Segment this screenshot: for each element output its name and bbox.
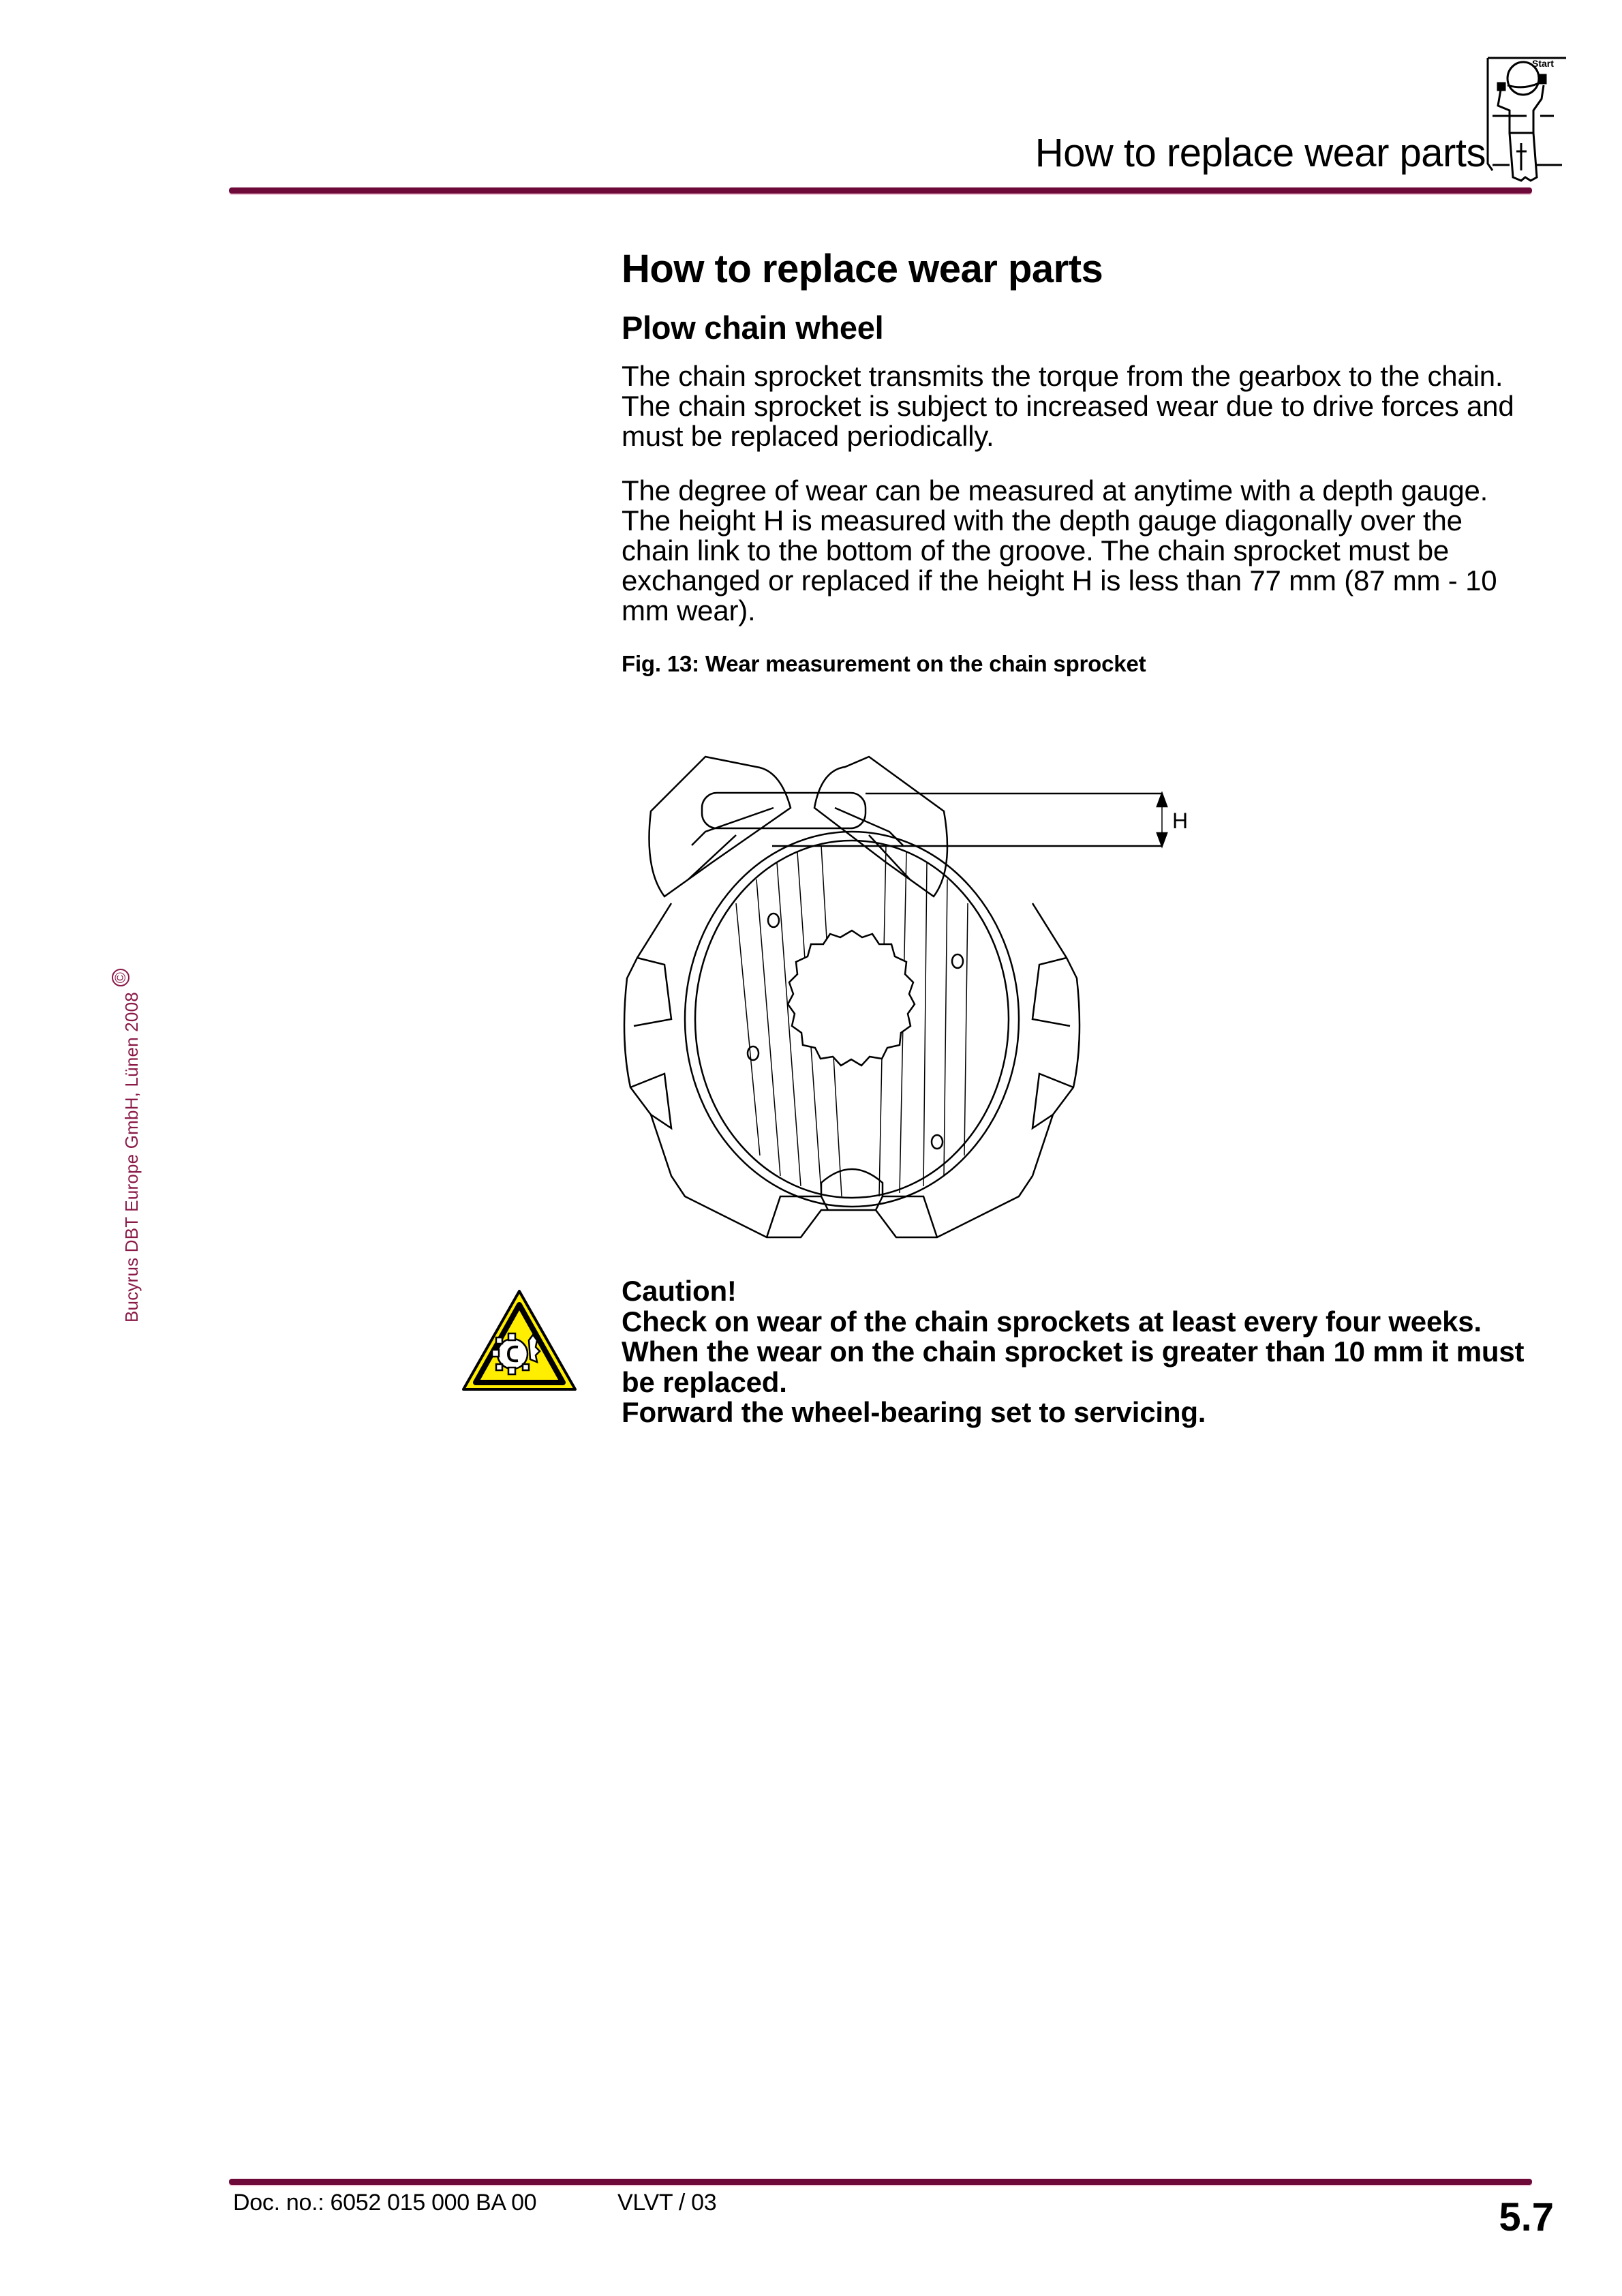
header-divider <box>229 187 1532 194</box>
operator-start-icon <box>1486 48 1588 191</box>
page-number: 5.7 <box>1499 2195 1554 2239</box>
svg-text:Start: Start <box>1532 58 1554 69</box>
copyright-text: Bucyrus DBT Europe GmbH, Lünen 2008 <box>121 992 142 1323</box>
figure-caption: Fig. 13: Wear measurement on the chain sprocket <box>622 651 1146 676</box>
main-content <box>622 245 1528 678</box>
dimension-h-label: H <box>1172 809 1189 833</box>
copyright-mark: © <box>112 969 129 986</box>
page-title: How to replace wear parts <box>622 247 1103 291</box>
gear-hazard-warning-icon <box>458 1287 581 1396</box>
section-title: Plow chain wheel <box>622 309 884 346</box>
intro-paragraph: The chain sprocket transmits the torque from the gearbox to the chain. The chain sprocket is subject to increased wear due to drive forces and must be replaced periodically. <box>622 360 1514 452</box>
caution-line: When the wear on the chain sprocket is greater than 10 mm it must be replaced. <box>622 1335 1525 1398</box>
caution-heading: Caution! <box>622 1275 737 1307</box>
copyright-notice <box>112 969 142 1323</box>
document-version: VLVT / 03 <box>617 2190 717 2216</box>
caution-line: Check on wear of the chain sprockets at least every four weeks. <box>622 1305 1482 1338</box>
caution-line: Forward the wheel-bearing set to servicing. <box>622 1396 1206 1428</box>
measurement-paragraph: The degree of wear can be measured at anytime with a depth gauge. The height H is measured with the depth gauge diagonally over the chain link to the bottom of the groove. The chain sprocket must be exchanged or replaced if the height H is less than 77 mm (87 mm - 10 mm wear). <box>622 474 1497 626</box>
document-number: Doc. no.: 6052 015 000 BA 00 <box>233 2190 537 2216</box>
chain-sprocket-figure <box>617 733 1319 1251</box>
running-header-title: How to replace wear parts <box>1035 131 1486 175</box>
caution-notice <box>622 1276 1528 1428</box>
footer-divider <box>229 2179 1532 2185</box>
